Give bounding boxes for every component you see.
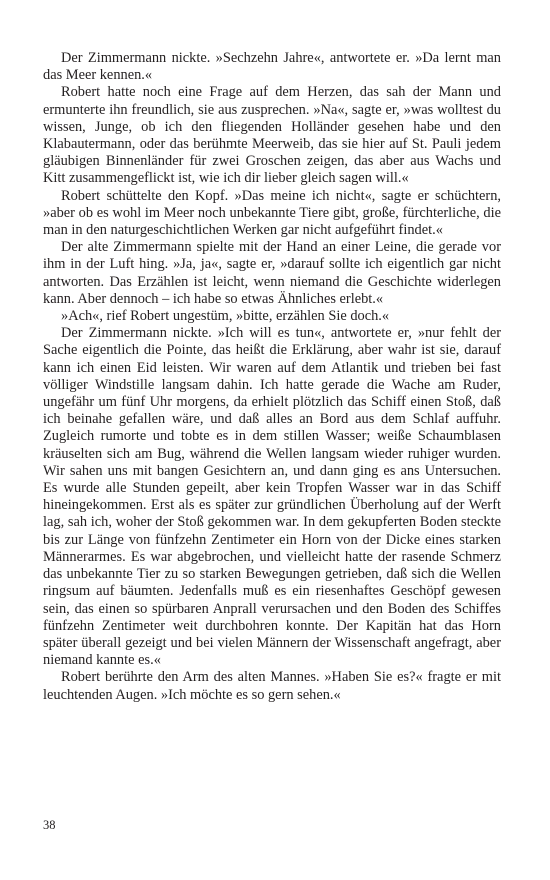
- paragraph: Der alte Zimmermann spielte mit der Hand an einer Leine, die gerade vor ihm in der Luft hing. »Ja, ja«, sagte er, »darauf sollte ich eigentlich gar nicht antworten. Das Erzählen ist leicht, wenn niemand die Geschichte widerlegen kann. Aber dennoch – ich habe so etwas Ähnliches erlebt.«: [43, 239, 501, 307]
- paragraph: Robert hatte noch eine Frage auf dem Herzen, das sah der Mann und ermunterte ihn freundlich, sie aus zusprechen. »Na«, sagte er, »was wolltest du wissen, Junge, ob ich den fliegenden Holländer gesehen habe und den Klabautermann, oder das berühmte Meerweib, das sie hier auf St. Pauli jedem gläubigen Binnenländer für zwei Groschen zeigen, das aber aus Wachs und Kitt zusammengeflickt ist, wie ich dir lieber gleich sagen will.«: [43, 84, 501, 187]
- paragraph: Der Zimmermann nickte. »Sechzehn Jahre«, antwortete er. »Da lernt man das Meer kennen.«: [43, 50, 501, 84]
- paragraph: Robert schüttelte den Kopf. »Das meine ich nicht«, sagte er schüchtern, »aber ob es wohl im Meer noch unbekannte Tiere gibt, große, fürchterliche, die man in den naturgeschichtlichen Werken gar nicht aufgeführt findet.«: [43, 187, 501, 239]
- paragraph: »Ach«, rief Robert ungestüm, »bitte, erzählen Sie doch.«: [61, 308, 390, 325]
- page-number: 38: [43, 818, 56, 832]
- paragraph: Der Zimmermann nickte. »Ich will es tun«, antwortete er, »nur fehlt der Sache eigentlich die Pointe, das heißt die Erklärung, aber wahr ist sie, darauf kann ich einen Eid leisten. Wir waren auf dem Atlantik und trieben bei fast völliger Windstille langsam dahin. Ich hatte gerade die Wache am Ruder, ungefähr um fünf Uhr morgens, da erhielt plötzlich das Schiff einen Stoß, daß ich beinahe gefallen wäre, und daß alles an Bord aus dem Schlaf auffuhr. Zugleich rumorte und tobte es in dem stillen Wasser; weiße Schaumblasen kräuselten sich am Bug, während die Wellen langsam wieder ruhiger wurden. Wir sahen uns mit bangen Gesichtern an, und dann ging es ans Untersuchen. Es wurde alle Stunden gepeilt, aber kein Tropfen Wasser war in das Schiff hineingekommen. Erst als es später zur gründlichen Überholung auf der Werft lag, sah ich, woher der Stoß gekommen war. In dem gekupferten Boden steckte bis zur Länge von fünfzehn Zentimeter ein Horn von der Dicke eines starken Männerarmes. Es war abgebrochen, und vielleicht hatte der rasende Schmerz das unbekannte Tier zu so starken Bewegungen getrieben, daß sich die Wellen ringsum auf bäumten. Jedenfalls muß es ein riesenhaftes Geschöpf gewesen sein, das einen so spürbaren Anprall verursachen und den Boden des Schiffes fünfzehn Zentimeter weit durchbohren konnte. Der Kapitän hat das Horn später überall gezeigt und bei vielen Männern der Wissenschaft angefragt, aber niemand kannte es.«: [43, 325, 501, 669]
- paragraph: Robert berührte den Arm des alten Mannes. »Haben Sie es?« fragte er mit leuchtenden Augen. »Ich möchte es so gern sehen.«: [43, 669, 501, 703]
- body-text: [43, 50, 501, 704]
